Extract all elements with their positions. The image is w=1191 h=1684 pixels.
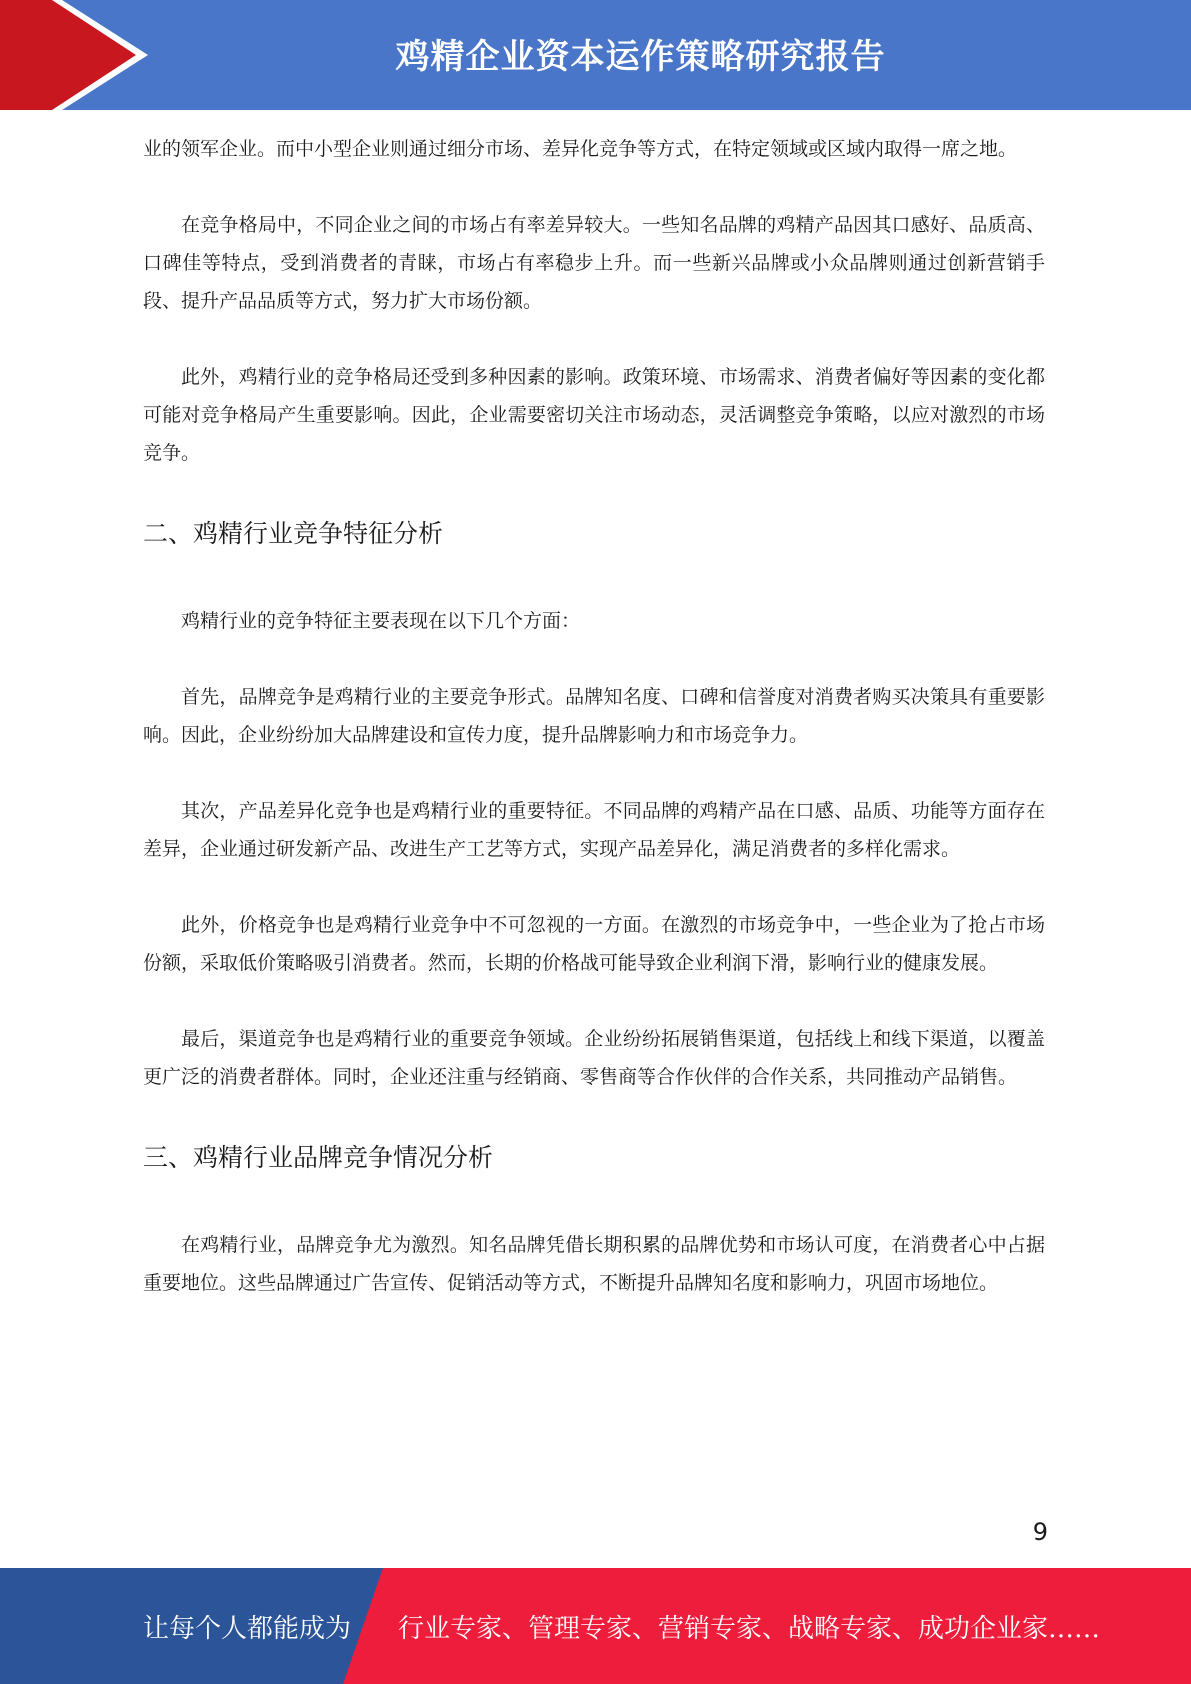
page-footer [0,1568,1191,1684]
page-content [143,130,1045,1302]
paragraph: 其次，产品差异化竞争也是鸡精行业的重要特征。不同品牌的鸡精产品在口感、品质、功能等方面存在差异，企业通过研发新产品、改进生产工艺等方式，实现产品差异化，满足消费者的多样化需求。 [143,800,1045,860]
footer-slogan-left: 让每个人都能成为 [143,1613,352,1644]
page-number: 9 [1032,1518,1048,1546]
section-heading: 二、鸡精行业竞争特征分析 [143,519,444,548]
paragraph: 此外，鸡精行业的竞争格局还受到多种因素的影响。政策环境、市场需求、消费者偏好等因素的变化都可能对竞争格局产生重要影响。因此，企业需要密切关注市场动态，灵活调整竞争策略，以应对激烈的市场竞争。 [143,366,1045,464]
paragraph: 鸡精行业的竞争特征主要表现在以下几个方面： [181,610,581,632]
section-heading: 三、鸡精行业品牌竞争情况分析 [143,1143,494,1172]
paragraph: 最后，渠道竞争也是鸡精行业的重要竞争领域。企业纷纷拓展销售渠道，包括线上和线下渠道，以覆盖更广泛的消费者群体。同时，企业还注重与经销商、零售商等合作伙伴的合作关系，共同推动产品销售。 [143,1028,1045,1088]
paragraph: 首先，品牌竞争是鸡精行业的主要竞争形式。品牌知名度、口碑和信誉度对消费者购买决策具有重要影响。因此，企业纷纷加大品牌建设和宣传力度，提升品牌影响力和市场竞争力。 [143,686,1045,746]
report-title: 鸡精企业资本运作策略研究报告 [395,36,886,77]
page-header [0,0,1191,110]
paragraph: 在鸡精行业，品牌竞争尤为激烈。知名品牌凭借长期积累的品牌优势和市场认可度，在消费者心中占据重要地位。这些品牌通过广告宣传、促销活动等方式，不断提升品牌知名度和影响力，巩固市场地位。 [143,1234,1045,1294]
footer-slogan-right: 行业专家、管理专家、营销专家、战略专家、成功企业家…… [398,1613,1101,1644]
paragraph: 此外，价格竞争也是鸡精行业竞争中不可忽视的一方面。在激烈的市场竞争中，一些企业为了抢占市场份额，采取低价策略吸引消费者。然而，长期的价格战可能导致企业利润下滑，影响行业的健康发展。 [143,914,1045,974]
paragraph: 业的领军企业。而中小型企业则通过细分市场、差异化竞争等方式，在特定领域或区域内取得一席之地。 [143,138,1018,160]
paragraph: 在竞争格局中，不同企业之间的市场占有率差异较大。一些知名品牌的鸡精产品因其口感好、品质高、口碑佳等特点，受到消费者的青睐，市场占有率稳步上升。而一些新兴品牌或小众品牌则通过创新营销手段、提升产品品质等方式，努力扩大市场份额。 [143,214,1045,312]
